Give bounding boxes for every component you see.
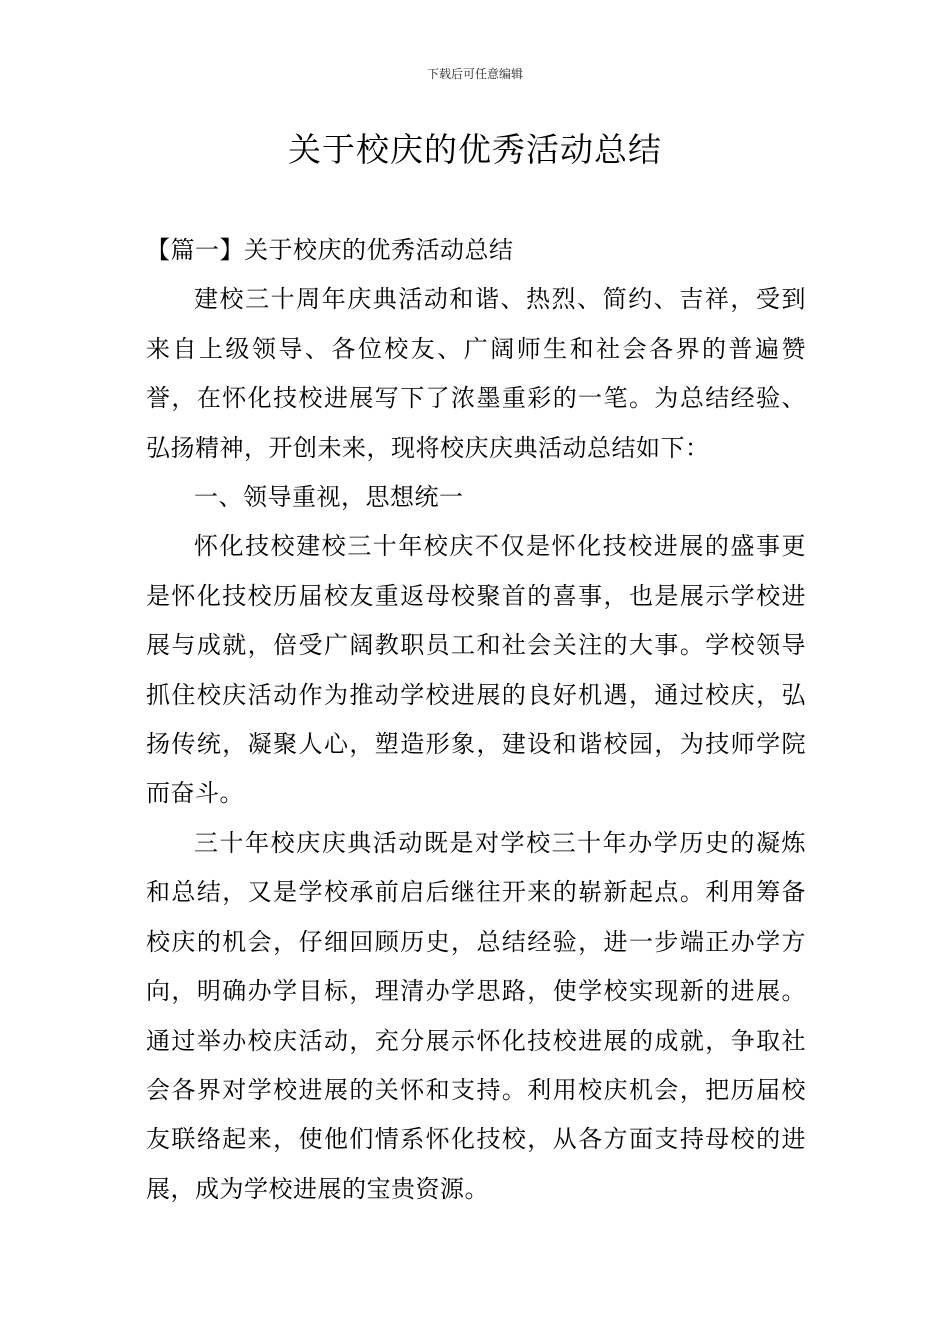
paragraph-intro: 建校三十周年庆典活动和谐、热烈、简约、吉祥，受到来自上级领导、各位校友、广阔师生和社会各界的普遍赞誉，在怀化技校进展写下了浓墨重彩的一笔。为总结经验、弘扬精神，开创未来，现将校庆庆典活动总结如下： — [146, 285, 806, 462]
document-title: 关于校庆的优秀活动总结 — [288, 130, 662, 169]
section-heading: 【篇一】关于校庆的优秀活动总结 — [146, 236, 514, 264]
paragraph-purpose: 三十年校庆庆典活动既是对学校三十年办学历史的凝炼和总结，又是学校承前启后继往开来的崭新起点。利用筹备校庆的机会，仔细回顾历史，总结经验，进一步端正办学方向，明确办学目标，理清办学思路，使学校实现新的进展。通过举办校庆活动，充分展示怀化技校进展的成就，争取社会各界对学校进展的关怀和支持。利用校庆机会，把历届校友联络起来，使他们情系怀化技校，从各方面支持母校的进展，成为学校进展的宝贵资源。 — [146, 828, 806, 1203]
subheading-leadership: 一、领导重视，思想统一 — [194, 483, 464, 512]
download-note: 下载后可任意编辑 — [426, 67, 523, 81]
document-body — [146, 226, 806, 1214]
paragraph-significance: 怀化技校建校三十年校庆不仅是怀化技校进展的盛事更是怀化技校历届校友重返母校聚首的喜事，也是展示学校进展与成就，倍受广阔教职员工和社会关注的大事。学校领导抓住校庆活动作为推动学校进展的良好机遇，通过校庆，弘扬传统，凝聚人心，塑造形象，建设和谐校园，为技师学院而奋斗。 — [146, 532, 806, 808]
